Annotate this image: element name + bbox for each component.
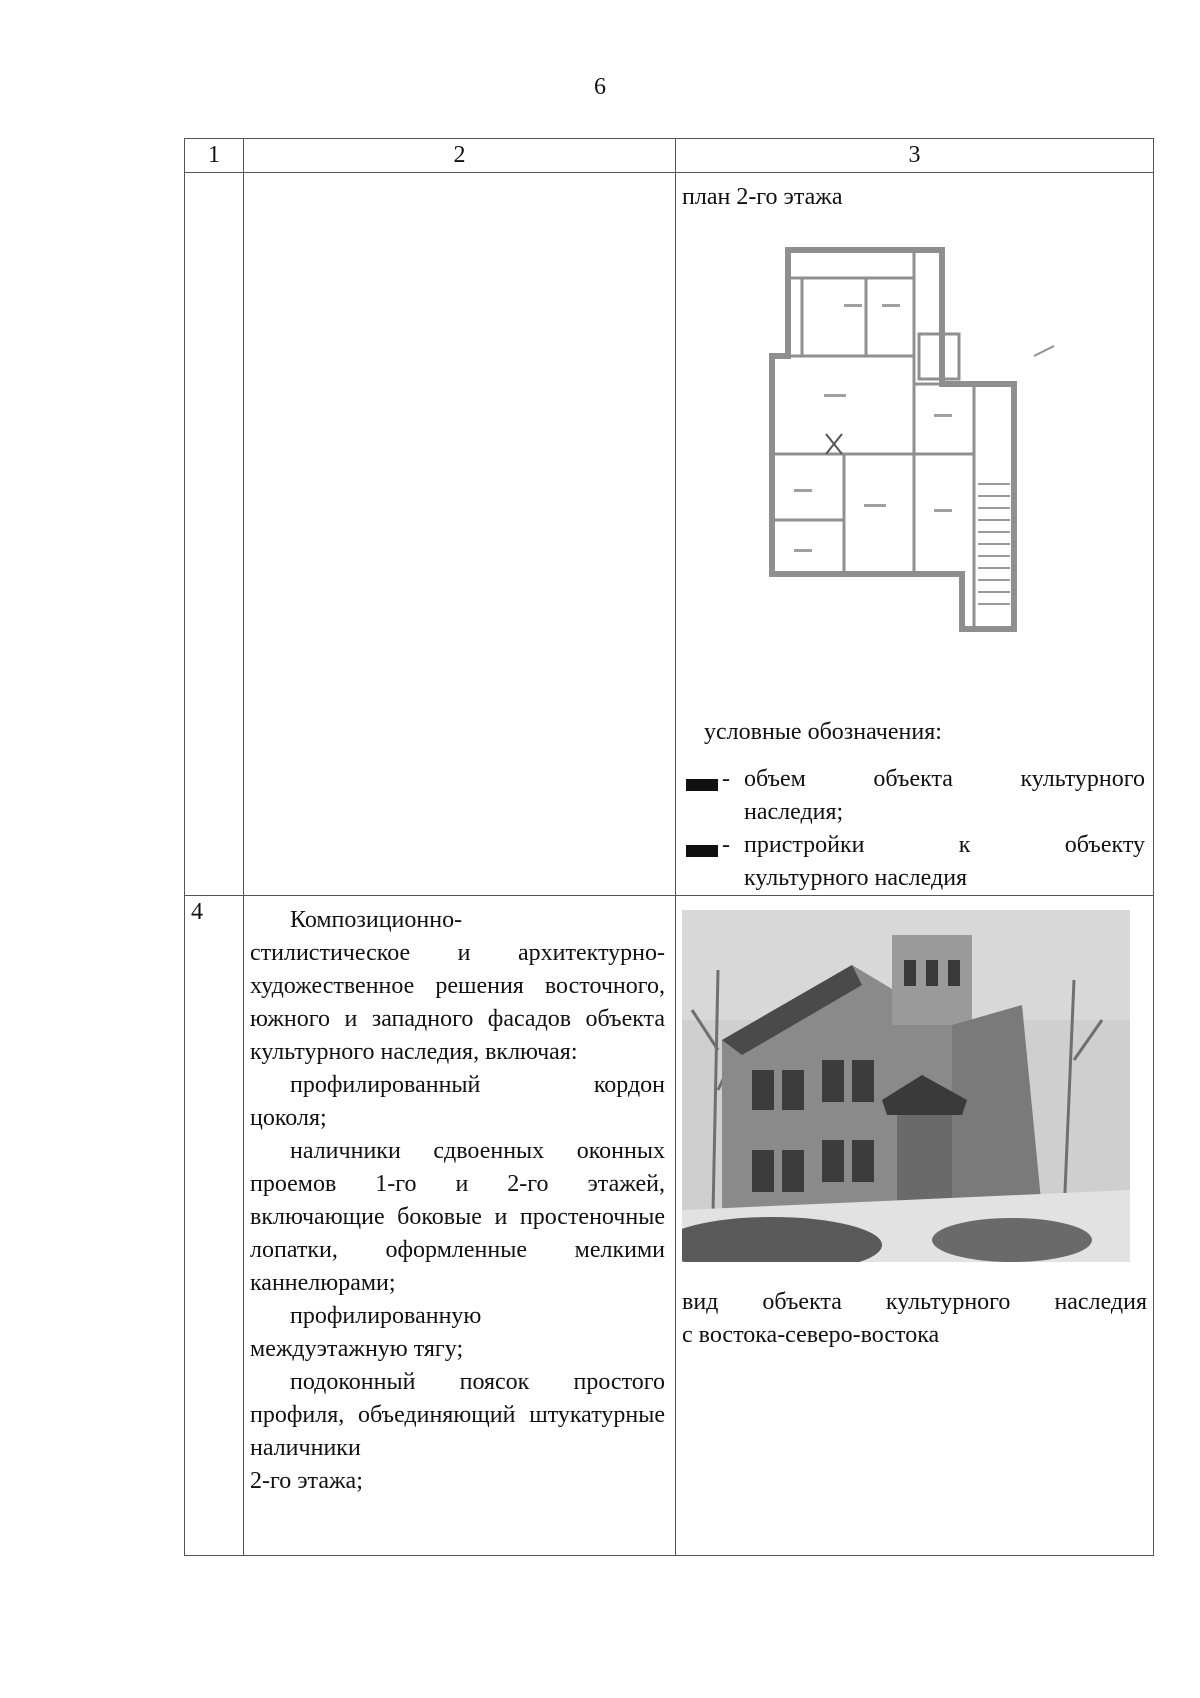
- legend-item: [682, 829, 1147, 862]
- desc-line: стилистическое и архитектурно-художественное решения восточного, южного и западного фасадов объекта культурного наследия, включая:: [250, 940, 665, 1065]
- legend-swatch: -: [682, 763, 744, 796]
- photo-caption: [682, 1286, 1147, 1352]
- legend-item: [682, 763, 1147, 796]
- desc-line: подоконный поясок простого профиля, объединяющий штукатурные наличники: [250, 1369, 665, 1461]
- legend-swatch: -: [682, 829, 744, 862]
- legend-item-text: объем объекта культурного: [744, 766, 1145, 792]
- desc-line: наличники сдвоенных оконных проемов 1-го и 2-го этажей, включающие боковые и простеночные лопатки, оформленные мелкими каннелюрами;: [250, 1138, 665, 1296]
- row4-number: 4: [185, 896, 244, 1556]
- desc-line: Композиционно-: [290, 907, 463, 933]
- desc-line: 2-го этажа;: [250, 1468, 363, 1494]
- building-photo: [682, 910, 1130, 1262]
- desc-line: междуэтажную тягу;: [250, 1336, 464, 1362]
- legend-item-text-cont: культурного наследия: [744, 865, 968, 891]
- legend-title: условные обозначения:: [704, 719, 942, 745]
- row4-description: [250, 896, 669, 1498]
- photo-caption-line: вид объекта культурного наследия: [682, 1289, 1147, 1315]
- desc-line: цоколя;: [250, 1105, 327, 1131]
- header-col-2: 2: [244, 139, 676, 173]
- row4-description-cell: [244, 896, 676, 1556]
- desc-line: профилированную: [290, 1303, 482, 1329]
- legend: [682, 763, 1147, 895]
- legend-item-text: пристройки к объекту: [744, 832, 1145, 858]
- table-header-row: [185, 139, 1154, 173]
- plan-title: план 2-го этажа: [682, 184, 843, 210]
- row4-photo-cell: [676, 896, 1154, 1556]
- photo-caption-line: с востока-северо-востока: [682, 1322, 940, 1348]
- header-col-3: 3: [676, 139, 1154, 173]
- header-col-1: 1: [185, 139, 244, 173]
- document-table: [184, 138, 1154, 1556]
- building-photo-image: [682, 910, 1130, 1262]
- row3-col2: [244, 173, 676, 896]
- floor-plan-drawing: [764, 244, 1064, 684]
- page-number: 6: [594, 74, 606, 100]
- table-row-plan: [185, 173, 1154, 896]
- desc-line: профилированный кордон: [290, 1072, 665, 1098]
- table-row-4: [185, 896, 1154, 1556]
- row3-col1: [185, 173, 244, 896]
- floor-plan-image: [764, 244, 1064, 684]
- row3-col3: [676, 173, 1154, 896]
- legend-item-text-cont: наследия;: [744, 799, 844, 825]
